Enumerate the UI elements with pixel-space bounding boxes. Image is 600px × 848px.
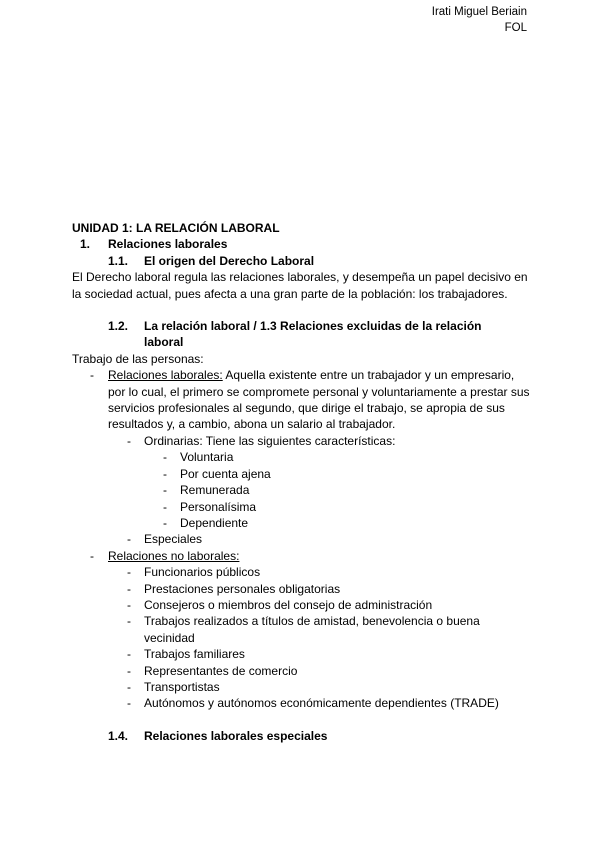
section-1-1-heading [72, 253, 532, 269]
no-laboral-item: Funcionarios públicos [144, 565, 261, 580]
dash-marker: - [127, 696, 131, 711]
author-name: Irati Miguel Beriain [431, 6, 527, 18]
relaciones-laborales-text: Aquella existente entre un trabajador y un empresario, por lo cual, el primero se compromete personal y voluntariamente a prestar sus servicios profesionales al segundo, que dirige el trabajo, se apropia de sus resultados y, a cambio, abona un salario al trabajador. [108, 368, 530, 432]
caracteristica-cuenta-ajena: Por cuenta ajena [180, 466, 271, 481]
section-1-4-number: 1.4. [108, 728, 129, 743]
dash-marker: - [163, 515, 167, 530]
section-1-1-title: El origen del Derecho Laboral [144, 253, 315, 268]
list-item [72, 663, 532, 679]
dash-marker: - [90, 548, 94, 563]
unit-title: UNIDAD 1: LA RELACIÓN LABORAL [72, 221, 280, 235]
especiales-text: Especiales [144, 532, 203, 547]
section-1-title: Relaciones laborales [108, 237, 228, 252]
caracteristica-personalisima: Personalísima [180, 499, 257, 514]
section-1-1-number: 1.1. [108, 253, 129, 268]
no-laboral-item: Trabajos realizados a títulos de amistad, benevolencia o buena vecinidad [144, 614, 480, 645]
dash-marker: - [127, 614, 131, 629]
no-laboral-item: Trabajos familiares [144, 647, 245, 662]
dash-marker: - [163, 483, 167, 498]
list-item [72, 613, 532, 646]
list-item [72, 499, 532, 515]
dash-marker: - [127, 597, 131, 612]
no-laboral-item: Representantes de comercio [144, 663, 298, 678]
list-item-relaciones-no-laborales [72, 548, 532, 564]
section-1-2-title: La relación laboral / 1.3 Relaciones excluidas de la relación laboral [144, 319, 482, 350]
list-item-ordinarias [72, 433, 532, 449]
list-item [72, 515, 532, 531]
dash-marker: - [163, 466, 167, 481]
caracteristica-dependiente: Dependiente [180, 515, 249, 530]
section-1-2-heading [72, 318, 532, 351]
section-1-2-number: 1.2. [108, 319, 129, 334]
dash-marker: - [163, 450, 167, 465]
no-laboral-item: Transportistas [144, 679, 220, 694]
list-item [72, 646, 532, 662]
list-item [72, 597, 532, 613]
list-item [72, 679, 532, 695]
ordinarias-text: Ordinarias: Tiene las siguientes características: [144, 433, 396, 448]
document-body [72, 220, 532, 744]
dash-marker: - [127, 663, 131, 678]
list-item [72, 449, 532, 465]
list-item-relaciones-laborales [72, 367, 532, 433]
caracteristica-voluntaria: Voluntaria [180, 450, 234, 465]
section-1-4-heading [72, 728, 532, 744]
section-1-heading [72, 236, 532, 252]
dash-marker: - [127, 581, 131, 596]
dash-marker: - [127, 647, 131, 662]
dash-marker: - [127, 679, 131, 694]
section-1-4-title: Relaciones laborales especiales [144, 728, 328, 743]
no-laboral-item: Autónomos y autónomos económicamente dependientes (TRADE) [144, 696, 499, 711]
no-laboral-item: Prestaciones personales obligatorias [144, 581, 341, 596]
caracteristica-remunerada: Remunerada [180, 483, 250, 498]
no-laboral-item: Consejeros o miembros del consejo de administración [144, 597, 433, 612]
dash-marker: - [127, 532, 131, 547]
list-item [72, 466, 532, 482]
relaciones-laborales-label: Relaciones laborales: [108, 368, 223, 383]
list-item [72, 581, 532, 597]
dash-marker: - [90, 368, 94, 383]
section-1-number: 1. [80, 237, 91, 252]
list-item [72, 564, 532, 580]
relaciones-no-laborales-label: Relaciones no laborales: [108, 548, 240, 563]
dash-marker: - [127, 565, 131, 580]
dash-marker: - [163, 499, 167, 514]
page-header [432, 4, 527, 36]
paragraph-derecho-laboral: El Derecho laboral regula las relaciones laborales, y desempeña un papel decisivo en la sociedad actual, pues afecta a una gran parte de la población: los trabajadores. [72, 270, 528, 301]
list-item [72, 695, 532, 711]
subject-name: FOL [504, 22, 527, 34]
dash-marker: - [127, 433, 131, 448]
list-item-especiales [72, 531, 532, 547]
intro-text: Trabajo de las personas: [72, 351, 204, 366]
list-item [72, 482, 532, 498]
